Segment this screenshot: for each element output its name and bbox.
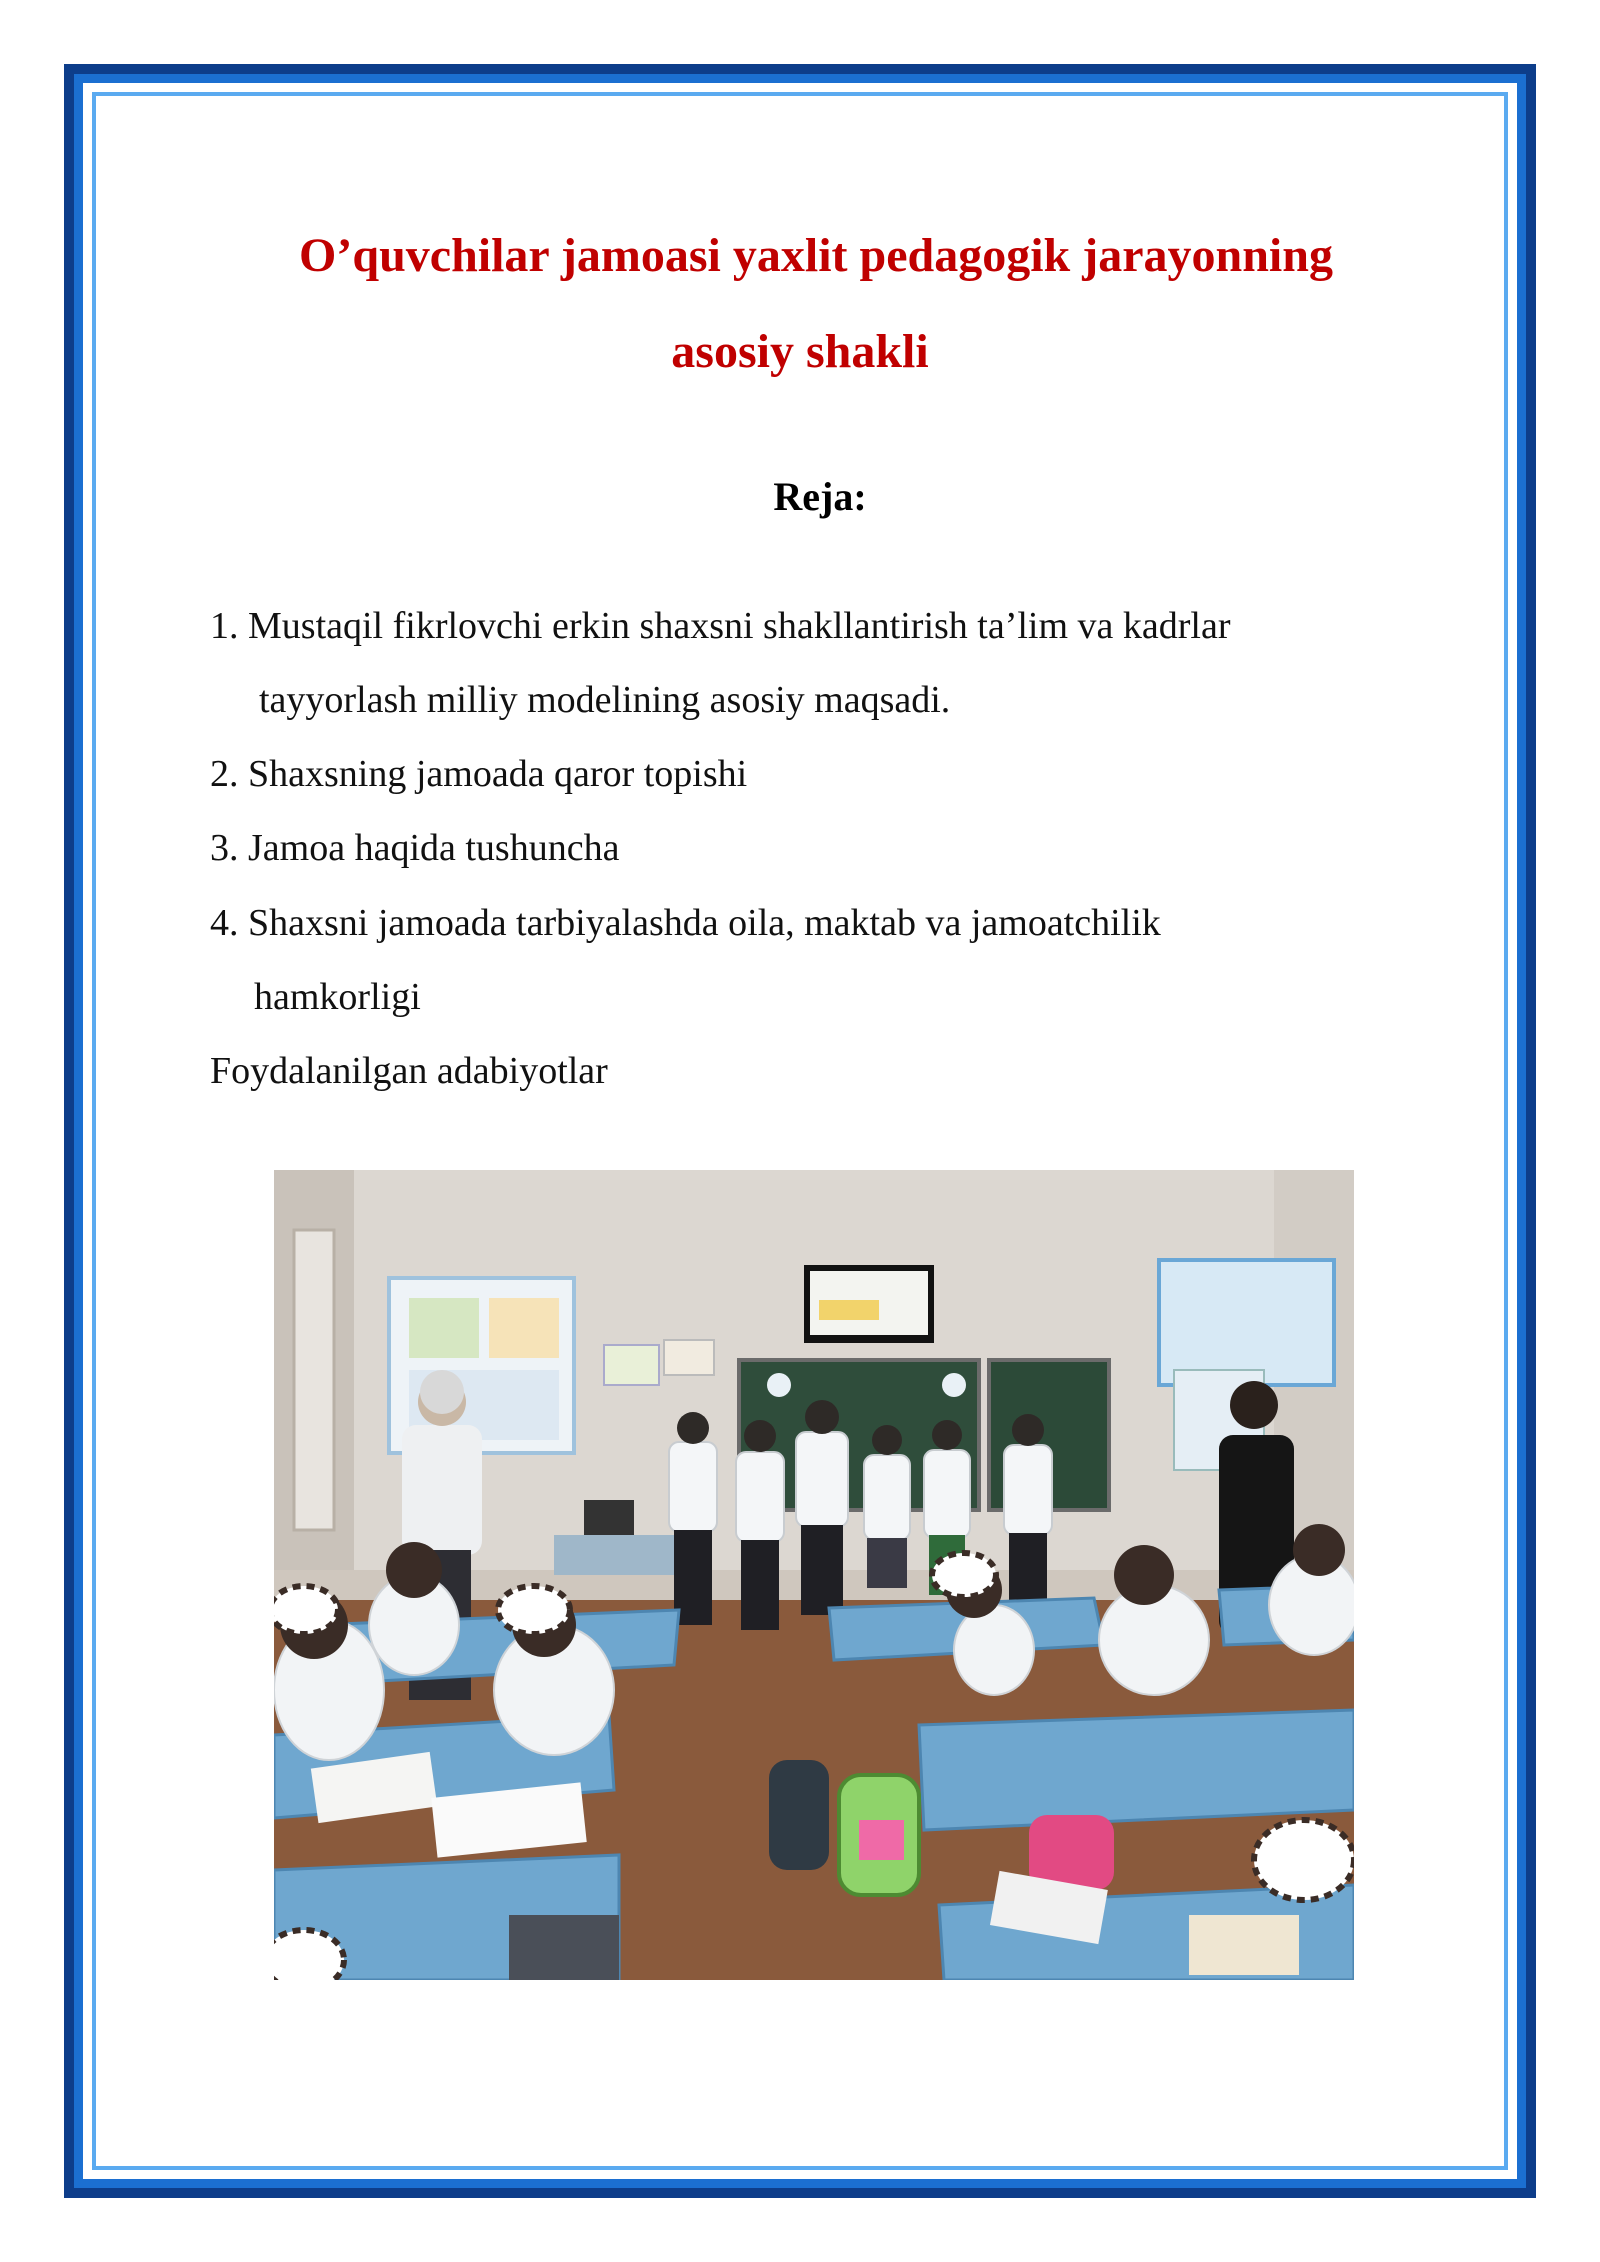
references-heading: Foydalanilgan adabiyotlar	[210, 1050, 608, 1092]
plan-item-1-line-2: tayyorlash milliy modelining asosiy maqsadi.	[259, 679, 951, 721]
classroom-photo	[274, 1170, 1354, 1980]
plan-item-2: 2. Shaxsning jamoada qaror topishi	[210, 753, 748, 795]
plan-item-4-line-2: hamkorligi	[254, 976, 421, 1018]
plan-item-3: 3. Jamoa haqida tushuncha	[210, 827, 620, 869]
plan-item-4-line-1: 4. Shaxsni jamoada tarbiyalashda oila, maktab va jamoatchilik	[210, 902, 1161, 944]
document-title-line-1: O’quvchilar jamoasi yaxlit pedagogik jarayonning	[299, 229, 1333, 282]
plan-item-1-line-1: 1. Mustaqil fikrlovchi erkin shaxsni shakllantirish ta’lim va kadrlar	[210, 605, 1231, 647]
document-title-line-2: asosiy shakli	[671, 325, 929, 378]
plan-heading: Reja:	[773, 474, 867, 519]
